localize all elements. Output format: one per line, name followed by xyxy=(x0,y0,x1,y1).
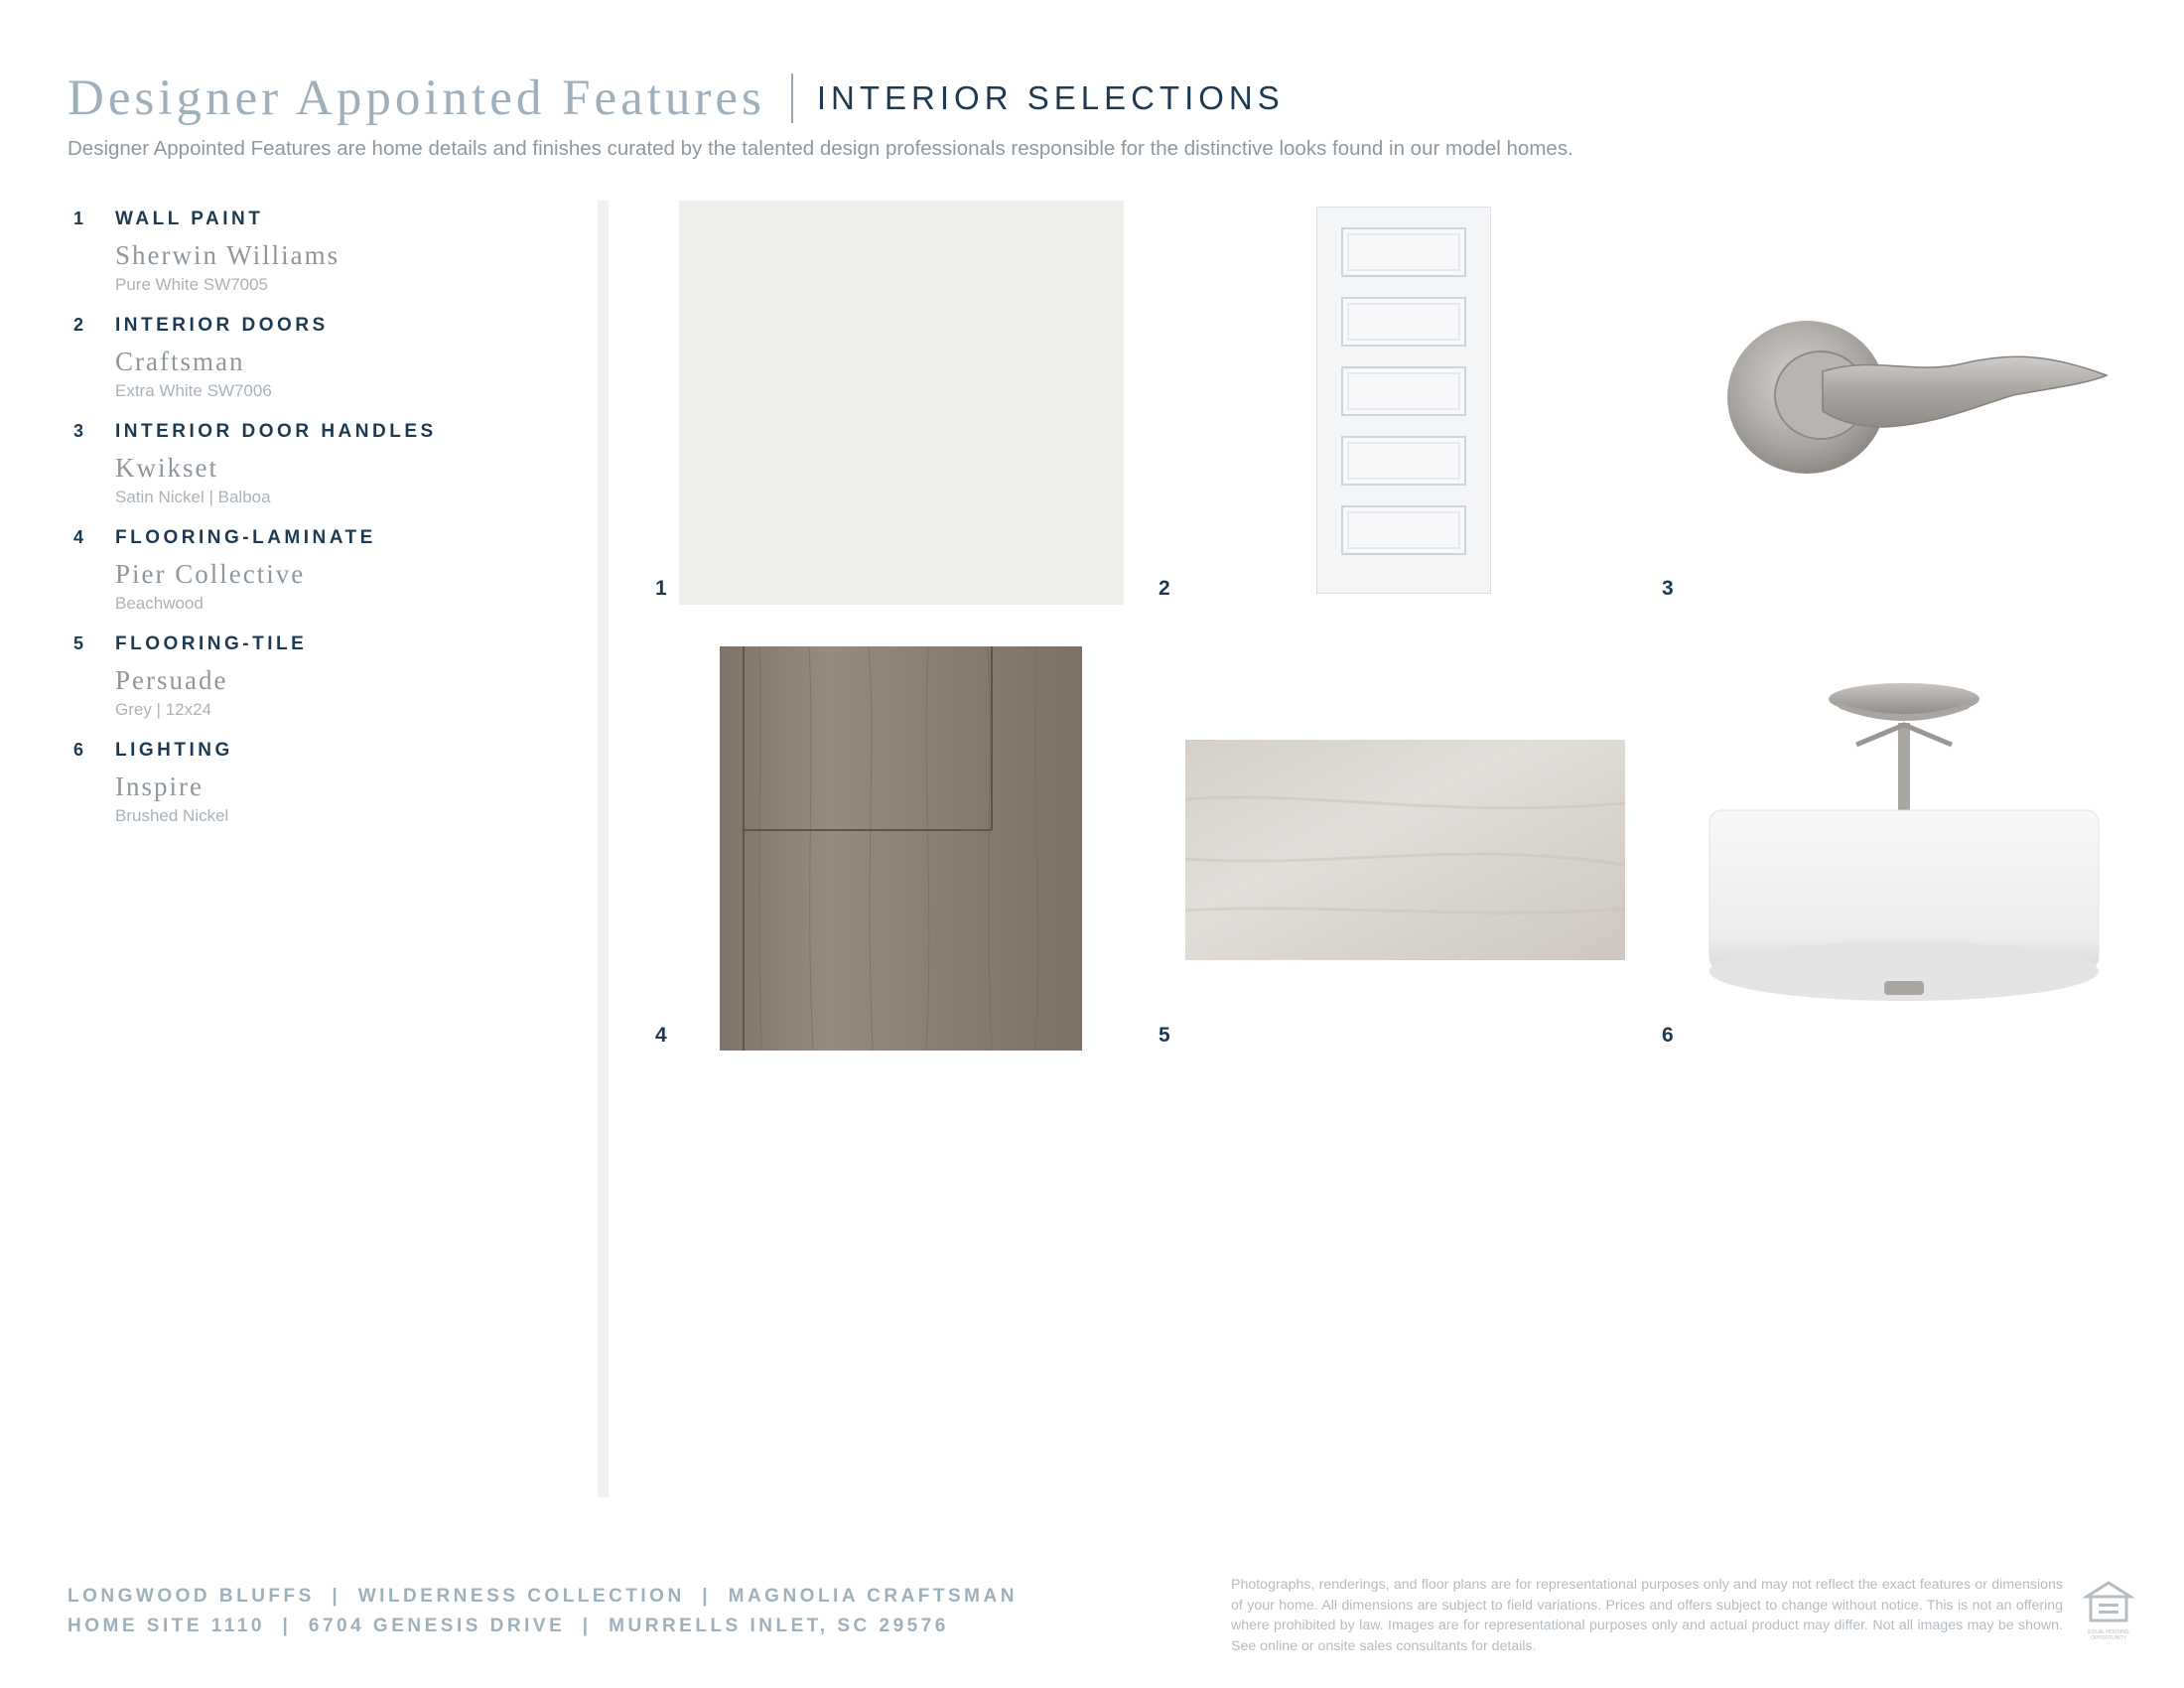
feature-detail: Pure White SW7005 xyxy=(115,275,269,294)
footer-line-homesite: HOME SITE 1110 | 6704 GENESIS DRIVE | MURRELLS INLET, SC 29576 xyxy=(68,1616,949,1636)
footer-line-community: LONGWOOD BLUFFS | WILDERNESS COLLECTION | MAGNOLIA CRAFTSMAN xyxy=(68,1586,1018,1607)
feature-detail: Beachwood xyxy=(115,594,204,613)
feature-number: 1 xyxy=(73,209,85,228)
swatch-number: 5 xyxy=(1159,1024,1170,1047)
feature-number: 5 xyxy=(73,633,85,653)
swatch-number: 1 xyxy=(655,577,667,600)
laminate-plank-icon xyxy=(720,646,1082,1051)
feature-detail: Brushed Nickel xyxy=(115,806,229,825)
title-divider xyxy=(791,73,793,123)
feature-detail: Grey | 12x24 xyxy=(115,700,212,719)
footer-disclaimer: Photographs, renderings, and floor plans are for representational purposes only and may not reflect the exact features or dimensions of your home. All dimensions are subject to field variations. Prices and offers subject to change without notice. This is not an offering where prohibited by law. Images are for representational purposes only and actual product may differ. Not all images may be shown. See online or onsite sales consultants for details. xyxy=(1231,1577,2063,1654)
paint-swatch-icon xyxy=(679,201,1124,605)
page-header xyxy=(68,70,2053,161)
swatch-number: 3 xyxy=(1662,577,1674,600)
swatch-number: 6 xyxy=(1662,1024,1674,1047)
feature-brand: Craftsman xyxy=(115,347,245,376)
feature-detail: Satin Nickel | Balboa xyxy=(115,488,271,506)
footer-address xyxy=(68,1582,1018,1641)
feature-item-lighting xyxy=(73,736,570,842)
feature-item-flooring-tile xyxy=(73,630,570,736)
feature-brand: Pier Collective xyxy=(115,559,306,589)
feature-number: 4 xyxy=(73,527,85,547)
swatch-number: 4 xyxy=(655,1024,667,1047)
feature-item-interior-doors xyxy=(73,311,570,417)
feature-item-flooring-laminate xyxy=(73,523,570,630)
feature-number: 2 xyxy=(73,315,85,335)
feature-number: 3 xyxy=(73,421,85,441)
equal-housing-opportunity-icon xyxy=(2083,1579,2134,1641)
feature-item-wall-paint xyxy=(73,205,570,311)
feature-heading: INTERIOR DOOR HANDLES xyxy=(115,421,437,442)
feature-brand: Persuade xyxy=(115,665,228,695)
door-lever-handle-icon xyxy=(1725,316,2109,475)
feature-brand: Kwikset xyxy=(115,453,218,483)
tile-sample-icon xyxy=(1185,740,1625,960)
title-row xyxy=(68,70,2053,127)
feature-number: 6 xyxy=(73,740,85,760)
swatch-number: 2 xyxy=(1159,577,1170,600)
feature-item-door-handles xyxy=(73,417,570,523)
feature-heading: FLOORING-LAMINATE xyxy=(115,527,376,548)
feature-heading: WALL PAINT xyxy=(115,209,264,229)
column-divider xyxy=(598,201,609,1497)
ceiling-light-icon xyxy=(1707,683,2101,1011)
feature-list xyxy=(73,205,570,842)
equal-housing-opportunity-label: EQUAL HOUSING OPPORTUNITY xyxy=(2088,1629,2129,1641)
feature-heading: LIGHTING xyxy=(115,740,233,761)
craftsman-door-icon xyxy=(1316,207,1491,594)
feature-heading: INTERIOR DOORS xyxy=(115,315,329,336)
page-title: Designer Appointed Features xyxy=(68,70,765,126)
section-title: INTERIOR SELECTIONS xyxy=(816,79,1285,116)
page-subtitle: Designer Appointed Features are home details and finishes curated by the talented design professionals responsible for the distinctive looks found in our model homes. xyxy=(68,137,1573,160)
feature-brand: Sherwin Williams xyxy=(115,240,341,270)
feature-detail: Extra White SW7006 xyxy=(115,381,272,400)
feature-brand: Inspire xyxy=(115,772,204,801)
feature-heading: FLOORING-TILE xyxy=(115,633,308,654)
